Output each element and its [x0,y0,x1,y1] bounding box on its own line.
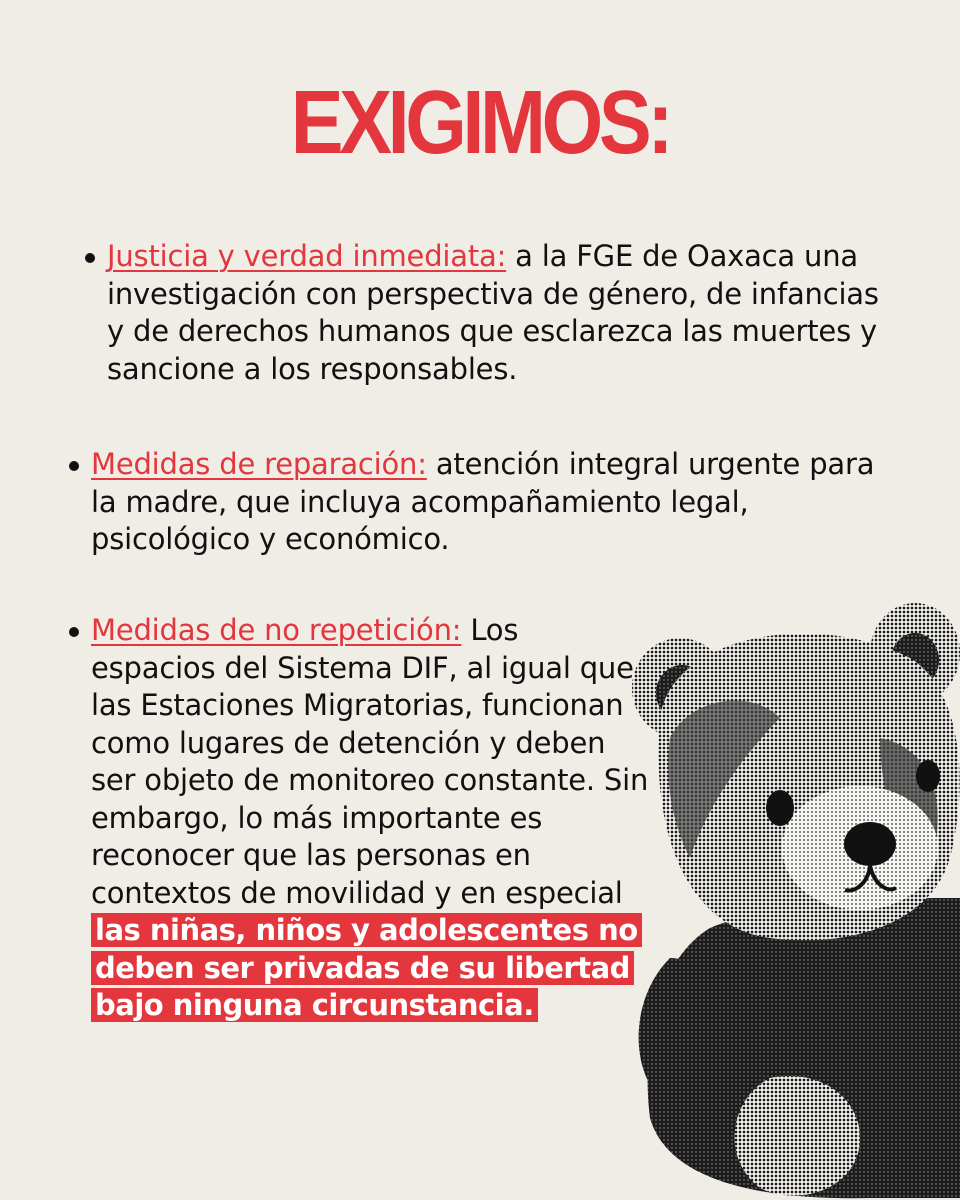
demand-text: atención integral urgente para la madre, que incluya acompañamiento legal, psicológico y económico. [91,447,875,556]
demand-text: a la FGE de Oaxaca una investigación con perspectiva de género, de infancias y de derechos humanos que esclarezca las muertes y sancione a los responsables. [107,239,879,386]
teddy-bear-halftone-icon [630,598,960,1200]
demand-label: Medidas de no repetición: [91,613,462,647]
demand-label: Justicia y verdad inmediata: [107,239,507,273]
bullet-icon [69,627,79,637]
page-title: EXIGIMOS: [290,73,670,173]
bullet-icon [85,253,95,263]
demand-item-justicia [107,238,897,388]
demand-item-reparacion [91,446,891,559]
demand-label: Medidas de reparación: [91,447,427,481]
bullet-icon [69,461,79,471]
highlighted-demand: las niñas, niños y adolescentes no deben ser privadas de su libertad bajo ninguna circunstancia. [91,913,642,1022]
demand-text: Los espacios del Sistema DIF, al igual que las Estaciones Migratorias, funcionan como lugares de detención y deben ser objeto de monitoreo constante. Sin embargo, lo más importante es reconocer que las personas en contextos de movilidad y en especial [91,613,649,910]
demand-item-no-repeticion [91,612,651,1025]
